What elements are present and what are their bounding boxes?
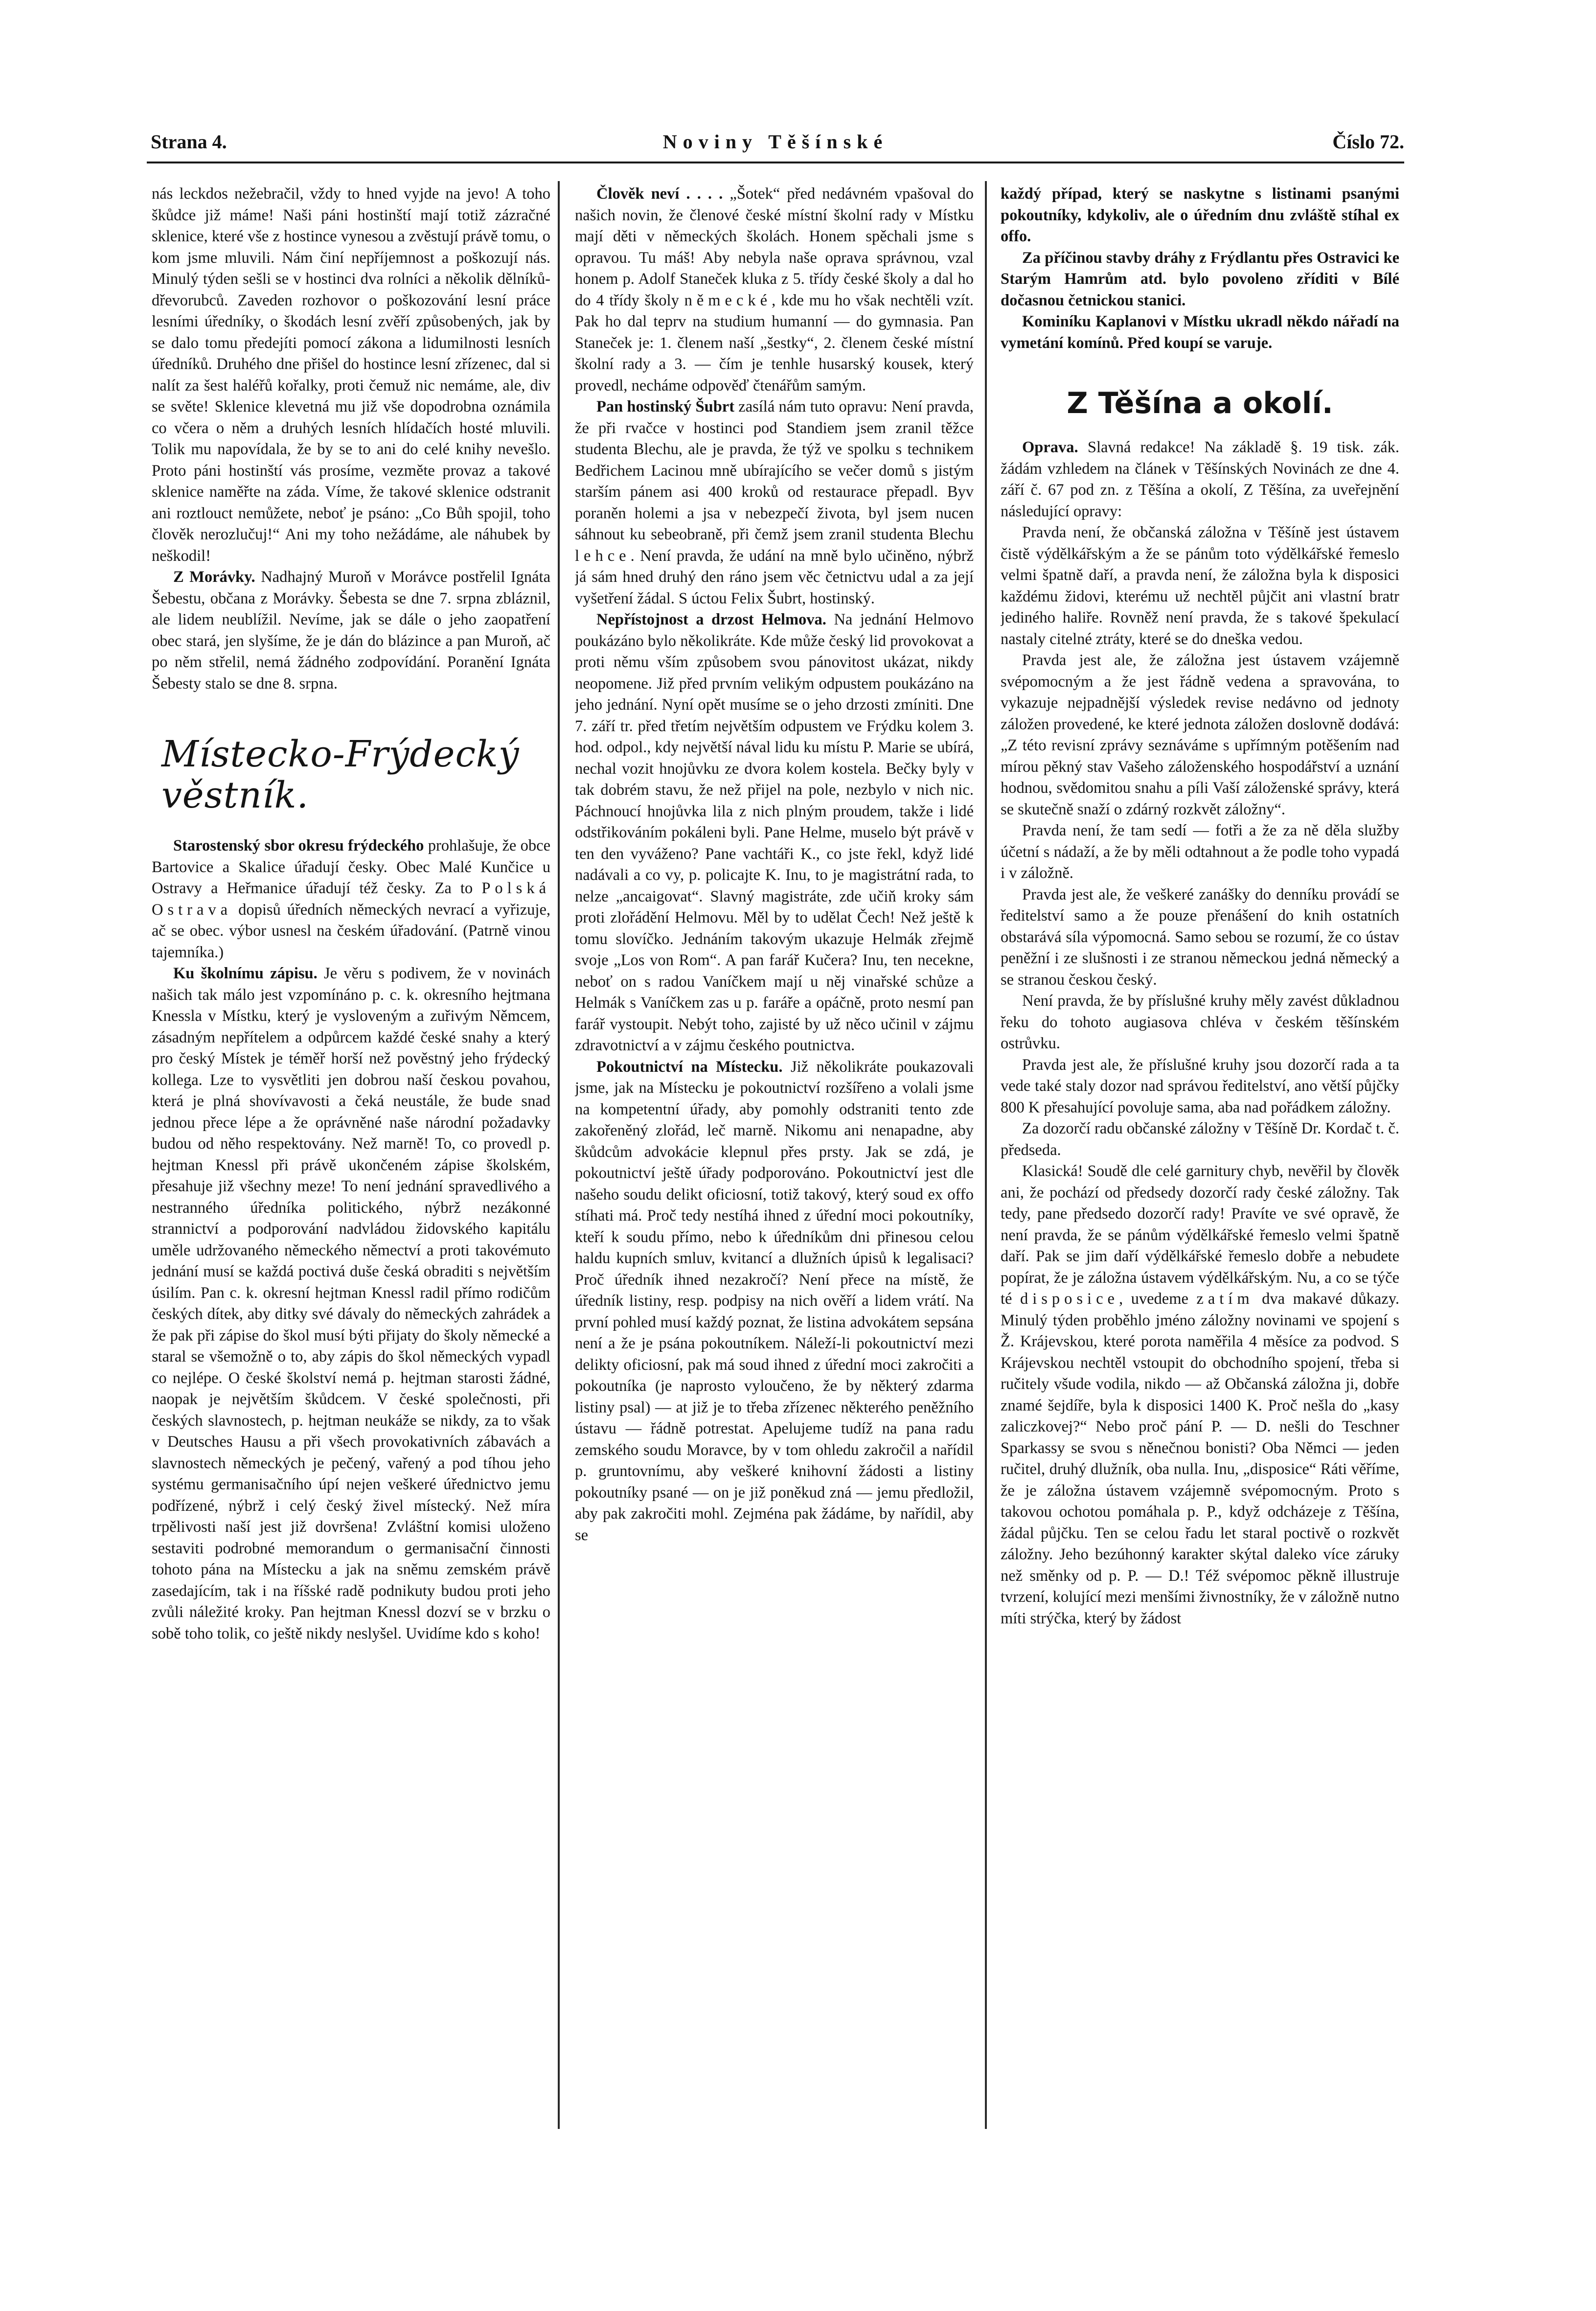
article-text: , uvedeme [1118, 1290, 1188, 1308]
article-helmova [575, 609, 974, 1057]
article-drahy [1001, 248, 1399, 312]
column-3 [1001, 184, 1399, 2151]
article-paragraph: Pravda jest ale, že veškeré zanášky do denníku provádí se ředitelství samo a že pouze přenášení do knih ostatních obstarává síla výpomocná. Samo sebou se rozumí, že co ústav peněžní i ze slušnosti i ze stranou německou jedná německý a se stranou českou český. [1001, 885, 1399, 989]
article-subrt [575, 396, 974, 609]
article-heading: Starostenský sbor okresu frýdeckého [173, 837, 424, 855]
article-text: „Šotek“ před nedávném vpašoval do našich novin, že členové české místní školní rady v Místku mají děti v německých školách. Honem spěchali jsme s opravou. Tu máš! Aby nebyla naše oprava správnou, vzal honem p. Adolf Staneček kluka z 5. třídy české školy a dal ho do 4 třídy školy [575, 185, 974, 309]
article-text: Nadhajný Muroň v Morávce postřelil Ignáta Šebestu, občana z Morávky. Šebesta se dne 7. srpna zbláznil, ale lidem neublížil. Nevíme, jak se dále o jeho zaopatření obec stará, jen slyšíme, že je dán do blázince a pan Muroň, ač po něm střelil, nemá žádného zodpovídání. Poranění Ignáta Šebesty stalo se dne 8. srpna. [152, 568, 550, 693]
column-1 [152, 184, 550, 2151]
article-sotek [575, 184, 974, 396]
article-heading: Pan hostinský Šubrt [596, 398, 735, 416]
article-heading: Kominíku Kaplanovi [1022, 313, 1166, 330]
article-heading: Z Morávky. [173, 568, 255, 586]
article-text: . Není pravda, že udání na mně bylo učiněno, nýbrž já sám hned druhý den ráno jsem věc četnictvu udal a za její vyšetření žádal. S úctou Felix Šubrt, hostinský. [575, 547, 974, 607]
article-heading: Oprava. [1022, 439, 1078, 456]
article-heading: Nepřístojnost a drzost Helmova. [596, 611, 826, 628]
article-heading: Člověk neví . . . . [596, 185, 723, 203]
page-header [147, 126, 1404, 157]
article-text: každý případ, který se naskytne s listinami psanými pokoutníky, kdykoliv, ale o úředním dnu zvláště stíhal ex offo. [1001, 185, 1399, 245]
column-divider [558, 181, 560, 2129]
spaced-text: zatím [1196, 1290, 1254, 1308]
article-text: dva makavé důkazy. Minulý týden proběhlo jméno záložny novinami ve spojení s Ž. Krájevskou, které porota naměřila 4 měsíce za podvod. S Krájevskou nechtěl vstoupit do obchodního spojení, třeba si ručitely všude vodila, nikdo — až Občanská záložna ji, dobře znamé šejdíře, byla k disposici 1400 K. Proč nešla do „kasy zaliczkovej?“ Nebo proč pání P. — D. nešli do Teschner Sparkassy se svou s něnečnou bonisti? Oba Němci — jeden ručitel, druhý dlužník, oba nulla. Inu, „disposice“ Ráti věříme, že je záložna ústavem vzájemně svépomocným. Proto s takovou ochotou pomáhala p. P., když odcházeje z Těšína, žádal půjčku. Ten se celou řadu let staral poctivě o rozkvět záložny. Jeho bezúhonný karakter skýtal daleko více záruky než směnky od p. P. — D.! Též svépomoc pěkně illustruje tvrzení, kolující mezi menšími živnostníky, že v záložně nutno míti strýčka, který by žádost [1001, 1290, 1399, 1627]
article-paragraph: nás leckdos nežebračil, vždy to hned vyjde na jevo! A toho škůdce již máme! Naši páni hostinští mají totiž zázračné sklenice, které vše z hostince vynesou a zvěstují právě tomu, o kom jsme mluvili. Nám činí nepříjemnost a poškozují nás. Minulý týden sešli se v hostinci dva rolníci a několik dělníků-dřevorubců. Zaveden rozhovor o poškozování lesní práce lesními úředníky, o škodách lesní zvěří způsobených, jak by se dalo tomu předejíti pomocí zákona a lidumilnosti lesních úředníků. Druhého dne přišel do hostince lesní zřízenec, dal si nalít za šest haléřů kořalky, proti čemuž nic nemáme, ale, div se světe! Sklenice klevetná mu již vše dopodrobna oznámila co včera o něm a druhých lesních hlídačích hosté mluvili. Tolik mu napovídala, že by se to ani do celé knihy nevešlo. Proto páni hostinští vás prosíme, vezměte provaz a takové sklenice naměřte na záda. Víme, že takové sklenice odstranit ani roztlouct nemůžete, neboť je psáno: „Co Bůh spojil, toho člověk nerozlučuj!“ Ani my toho nežádáme, ale náhubek by neškodil! [152, 185, 550, 565]
article-heading: Za příčinou stavby dráhy [1022, 249, 1195, 267]
article-paragraph: Pravda není, že občanská záložna v Těšíně jest ústavem čistě výdělkářským a že se pánům toto výdělkářské řemeslo velmi špatně daří, a pravda není, že záložna byla k disposici každému židovi, kterému už nechtěl půjčit ani vlastní bratr jediného haliře. Rovněž není pravda, že s takové špekulací nastaly citelné ztráty, které se do dneška vedou. [1001, 524, 1399, 648]
spaced-text: lehce [575, 547, 631, 565]
article-paragraph: Za dozorčí radu občanské záložny v Těšíně Dr. Kordač t. č. předseda. [1001, 1120, 1399, 1159]
article-kominik [1001, 311, 1399, 354]
article-text: v Místku ukradl někdo nářadí na vymetání komínů. Před koupí se varuje. [1001, 313, 1399, 352]
article-heading: Pokoutnictví na Místecku. [596, 1058, 783, 1076]
article-text: Je věru s podivem, že v novinách našich tak málo jest vzpomínáno p. c. k. okresního hejtmana Knessla v Místku, který je vysloveným a zuřivým Němcem, zásadným nepřítelem a odpůrcem každé české snahy a který pro český Místek je téměř horší než pověstný jeho frýdecký kollega. Lze to vysvětliti jen dobrou naší českou povahou, která je plná shovívavosti a čeká neustále, že bude snad jednou přece lépe a že oprávněné naše národní požadavky budou od něho respektovány. Než marně! To, co provedl p. hejtman Knessl při právě ukončeném zápise školském, přesahuje již všechny meze! To není jednání spravedlivého a nestranného úředníka politického, nýbrž nezákonné strannictví a podporování nadvládou židovského kapitálu uměle udržovaného německého němectví a proti takovémuto jednání musí se každá poctivá duše česká obraditi s největším úsilím. Pan c. k. okresní hejtman Knessl radil přímo rodičům českých dítek, aby ditky své dávaly do německých zahrádek a že pak při zápise do škol musí býti přijaty do školy německé a staral se všemožně o to, aby zápis do škol německých vypadl co nejlépe. O české školství nemá p. hejtman starosti žádné, naopak je největším škůdcem. V české společnosti, při českých slavnostech, p. hejtman neukáže se nikdy, za to však v Deutsches Hausu a při všech provokativních zábavách a slavnostech německých je pečený, vařený a pod tíhou jeho systému germanisačního úpí nejen veškeré úřednictvo jemu podřízené, nýbrž i celý český živel místecký. Než míra trpělivosti naší jest již dovršena! Zvláštní komisi uloženo sestaviti podrobné memorandum o germanisační činnosti tohoto pána na Místecku a jak na sněmu zemském právě zasedajícím, tak i na říšské radě podnikuty budou proti jeho zvůli náležité kroky. Pan hejtman Knessl dozví se v brzku o sobě toho tolik, co ještě nikdy neslyšel. Uvidíme kdo s koho! [152, 965, 550, 1642]
article-heading: Ku školnímu zápisu. [173, 965, 318, 982]
spaced-text: Polská Ostrava [152, 879, 550, 919]
article-pokoutnictvi [575, 1057, 974, 1547]
header-rule [147, 162, 1404, 163]
article-text: z Frýdlantu přes Ostravici ke Starým Hamrům atd. bylo povoleno zříditi v Bílé dočasnou četnickou stanici. [1001, 249, 1399, 309]
article-paragraph: Pravda jest ale, že záložna jest ústavem vzájemně svépomocným a že jest řádně vedena a spravována, to vykazuje nejpadnější výsledek revise nedávno od jednoty záložen provedené, ke které jednota záložen doslovně dodává: „Z této revisní zprávy seznáváme s upřímným potěšením nad mírou pěkný stav Vašeho záloženského hospodářství a uznání hodnou, svědomitou snahu a píli Vaší záloženské správy, která se skutečně snaží o zdárný rozkvět záložny“. [1001, 651, 1399, 818]
spaced-text: německé [684, 291, 772, 309]
article-text: Na jednání Helmovo poukázáno bylo několikráte. Kde může český lid provokovat a proti němu vším způsobem svou pánovitost ukázat, nikdy neopomene. Již před prvním velikým odpustem poukázáno na jeho jednání. Nyní opět musíme se o jeho drzosti zmíniti. Dne 7. září tr. před třetím největším odpustem ve Frýdku kolem 3. hod. odpol., kdy největší nával lidu ku místu P. Marie se ubírá, nechal vozit hnojůvku ze dvora kolem kostela. Bečky byly v tak dobrém stavu, že než přijel na pole, nezbylo v nich nic. Páchnoucí hnojůvka lila z nich plným proudem, takže i lidé odstřikováním pokáleni byli. Pane Helme, muselo být právě v ten den vyváženo? Pane vachtáři K., co jste řekl, když lidé nadávali a co vy, p. policajte K. Inu, to je magistrátní rada, to nelze „ancaigovat“. Slavný magistráte, zde učiň kroky sám proti zlořádění Helmovu. Měl by to udělat Čech! Než ještě k tomu slovíčko. Jednáním takovým ukazuje Helmák zřejmě svoje „Los von Rom“. A pan farář Kučera? Inu, ten necekne, neboť on s radou Vaníčkem mají u něj vinařské schůze a Helmák s Vaníčkem zas u p. faráře a opáčně, proto nesmí pan farář vystoupit. Nebýt toho, zajisté by už něco učinil v zájmu zdravotnictví a v zájmu českého poutnictva. [575, 611, 974, 1054]
column-2 [575, 184, 974, 2151]
article-text: Slavná redakce! Na základě §. 19 tisk. zák. žádám vzhledem na článek v Těšínských Novinách ze dne 4. září č. 67 pod zn. z Těšína a okolí, Z Těšína, za uveřejnění následující opravy: [1001, 439, 1399, 520]
page-number: Strana 4. [151, 131, 227, 153]
article-paragraph: Není pravda, že by příslušné kruhy měly zavést důkladnou řeku do tohoto augiasova chléva v českém těšínském ostrůvku. [1001, 992, 1399, 1052]
article-oprava [1001, 437, 1399, 522]
article-text: , kde mu ho však nechtěli vzít. Pak ho dal teprv na studium humanní — do gymnasia. Pan Staneček je: 1. členem naší „šestky“, 2. členem české místní školní rady a 3. — čím je tenhle husarský kousek, který provedl, necháme odpověď čtenářům samým. [575, 291, 974, 394]
article-text: Klasická! Soudě dle celé garnitury chyb, nevěřil by člověk ani, že pochází od předsedy dozorčí rady české záložny. Tak tedy, pane předsedo dozorčí rady! Pravíte ve své opravě, že není pravda, že se pánům výdělkářské řemeslo velmi špatně daří. Pak se jim daří výdělkářské řemeslo dobře a nebudete popírat, že je záložna ústavem výdělkářským. Nu, a co se týče té [1001, 1162, 1399, 1308]
article-paragraph: Pravda jest ale, že příslušné kruhy jsou dozorčí rada a ta vede také staly dozor nad správou ředitelství, ano větší půjčky 800 K přesahující povoluje sama, aba nad pořádkem záložny. [1001, 1056, 1399, 1116]
article-paragraph [1001, 184, 1399, 248]
article-sbor [152, 835, 550, 963]
article-paragraph: Pravda není, že tam sedí — fotři a že za ně děla služby účetní s nádaží, a že by měli odtahnout a že podle toho vypadá i v záložně. [1001, 822, 1399, 882]
column-divider [985, 181, 987, 2129]
article-moravky [152, 567, 550, 694]
section-heading: Místecko-Frýdecký věstník. [161, 733, 520, 816]
article-text: dopisů úředních německých nevrací a vyřizuje, ač se obec. výbor usnesl na českém úřadování. (Patrně vinou tajemníka.) [152, 901, 550, 961]
article-text: zasílá nám tuto opravu: Není pravda, že při rvačce v hostinci pod Standiem jsem zranil těžce studenta Blechu, ale je pravda, že týž ve spolku s technikem Bedřichem Lacinou mně ubírajícího se večer domů s jistým starším pánem asi 400 kroků od restaurace přepadl. Byv poraněn holemi a jsa v nebezpečí života, byl jsem nucen sáhnout ku sebeobraně, při čemž jsem zranil studenta Blechu [575, 398, 974, 543]
article-zapis [152, 963, 550, 1644]
article-text: prohlašuje, že obce Bartovice a Skalice úřadují česky. Obec Malé Kunčice u Ostravy a Heřmanice úřadují též česky. Za to [152, 837, 550, 897]
section-heading: Z Těšína a okolí. [1067, 386, 1333, 420]
issue-number: Číslo 72. [1332, 131, 1404, 153]
masthead-title: Noviny Těšínské [662, 131, 889, 153]
article-klasicka [1001, 1161, 1399, 1629]
article-text: Již několikráte poukazovali jsme, jak na Místecku je pokoutnictví rozšířeno a volali jsme na kompetentní úřady, aby pomohly odstraniti tento zde zakořeněný zlořád, leč marně. Nikomu ani nenapadne, aby škůdcům advokácie klepnul přes prsty. Jak se zdá, je pokoutnictví ještě úřady podporováno. Pokoutnictví jest dle našeho soudu delikt oficiosní, totiž takový, který soud ex offo stíhati má. Proč tedy nestíhá ihned z úřední moci pokoutníky, kteří k soudu přímo, nebo k úředníkům dni přinesou celou haldu kupních smluv, kvitancí a dlužních úpisů k legalisaci? Proč úředník ihned nezakročí? Není přece na místě, že úředník listiny, resp. podpisy na nich ověří a lidem vrátí. Na první pohled musí každý poznat, že listina advokátem sepsána není a že je psána pokoutníkem. Náleží-li pokoutnictví mezi delikty oficiosní, pak má soud ihned z úřední moci zakročiti a pokoutníka (je naprosto vyloučeno, že by některý zdarma listiny psal) — at již je to třeba zřízenec některého peněžního ústavu — řádně potrestat. Apelujeme tudíž na pana radu zemského soudu Moravce, by v tom ohledu zakročil a nařídil p. gruntovnímu, aby veškeré knihovní žádosti a listiny pokoutníky psané — on je již poněkud zná — jemu předložil, aby pak zakročiti mohl. Zejména pak žádáme, by nařídil, aby se [575, 1058, 974, 1544]
spaced-text: disposice [1020, 1290, 1119, 1308]
